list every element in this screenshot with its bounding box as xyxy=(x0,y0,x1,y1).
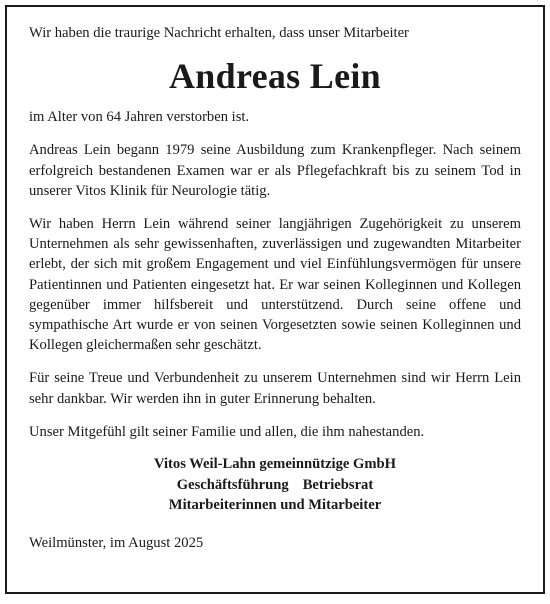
paragraph-career: Andreas Lein begann 1979 seine Ausbildung zum Krankenpfleger. Nach seinem erfolgreich bestandenen Examen war er als Pflegefachkraft bis zu seinem Tod in unserer Vitos Klinik für Neurologie tätig. xyxy=(29,142,521,199)
age-line: im Alter von 64 Jahren verstorben ist. xyxy=(29,109,250,126)
paragraph-character: Wir haben Herrn Lein während seiner langjährigen Zugehörigkeit zu unserem Unternehmen als sehr gewissenhaften, zuverlässigen und zugewandten Mitarbeiter erlebt, der sich mit großem Engagement und viel Einfühlungsvermögen für unsere Patientinnen und Patienten eingesetzt hat. Er war seinen Kolleginnen und Kollegen gegenüber immer hilfsbereit und unterstützend. Durch seine offene und sympathische Art wurde er von seinen Vorgesetzten sowie seinen Kolleginnen und Kollegen gleichermaßen sehr geschätzt. xyxy=(29,216,521,354)
signature-organization: Vitos Weil-Lahn gemeinnützige GmbH xyxy=(153,456,397,473)
signature-management: Geschäftsführung xyxy=(176,476,289,493)
signature-row xyxy=(29,475,521,496)
obituary-notice xyxy=(5,5,545,594)
signature-works-council: Betriebsrat xyxy=(302,476,374,493)
place-date: Weilmünster, im August 2025 xyxy=(29,534,204,551)
paragraph-condolence: Unser Mitgefühl gilt seiner Familie und allen, die ihm nahestanden. xyxy=(29,423,425,440)
signature-block xyxy=(29,454,521,516)
signature-staff: Mitarbeiterinnen und Mitarbeiter xyxy=(168,497,382,514)
intro-line: Wir haben die traurige Nachricht erhalten, dass unser Mitarbeiter xyxy=(29,25,409,41)
deceased-name: Andreas Lein xyxy=(169,56,381,97)
paragraph-gratitude: Für seine Treue und Verbundenheit zu unserem Unternehmen sind wir Herrn Lein sehr dankbar. Wir werden ihn in guter Erinnerung behalten. xyxy=(29,370,521,407)
